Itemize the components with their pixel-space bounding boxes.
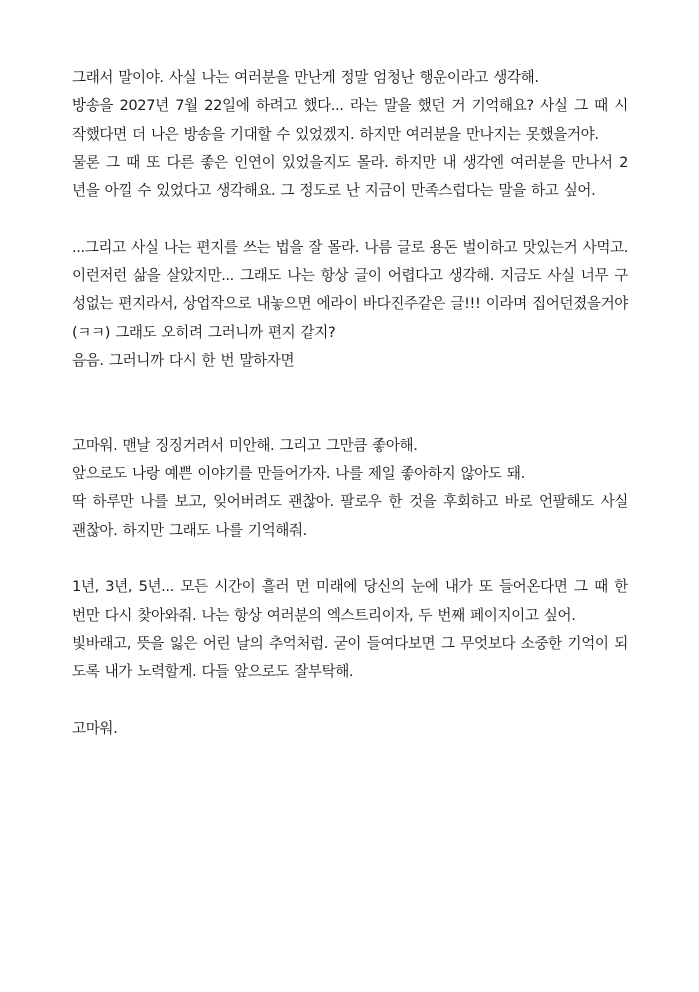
- text-line: 음음. 그러니까 다시 한 번 말하자면: [72, 351, 295, 369]
- paragraph-4: [72, 573, 628, 686]
- text-line: 고마워. 맨날 징징거려서 미안해. 그리고 그만큼 좋아해.: [72, 436, 418, 454]
- paragraph-gap: [72, 375, 628, 403]
- text-line: 번만 다시 찾아와줘. 나는 항상 여러분의 엑스트리이자, 두 번째 페이지이고 싶어.: [72, 606, 576, 624]
- letter-body: [72, 64, 628, 743]
- text-line: 이런저런 삶을 살았지만... 그래도 나는 항상 글이 어렵다고 생각해. 지금도 사실 너무 구: [72, 267, 628, 285]
- text-line: 년을 아낄 수 있었다고 생각해요. 그 정도로 난 지금이 만족스럽다는 말을 하고 싶어.: [72, 182, 596, 200]
- paragraph-gap: [72, 205, 628, 233]
- paragraph-gap: [72, 545, 628, 573]
- text-line: 빛바래고, 뜻을 잃은 어린 날의 추억처럼. 굳이 들여다보면 그 무엇보다 소중한 기억이 되: [72, 634, 628, 652]
- text-line: 딱 하루만 나를 보고, 잊어버려도 괜찮아. 팔로우 한 것을 후회하고 바로 언팔해도 사실: [72, 493, 628, 511]
- paragraph-1: [72, 64, 628, 205]
- text-line: (ㅋㅋ) 그래도 오히려 그러니까 편지 같지?: [72, 323, 336, 341]
- text-line: 물론 그 때 또 다른 좋은 인연이 있었을지도 몰라. 하지만 내 생각엔 여러분을 만나서 2: [72, 153, 628, 171]
- paragraph-gap: [72, 687, 628, 715]
- closing-line: 고마워.: [72, 719, 118, 737]
- paragraph-2: [72, 234, 628, 375]
- text-line: 1년, 3년, 5년... 모든 시간이 흘러 먼 미래에 당신의 눈에 내가 또 들어온다면 그 때 한: [72, 578, 628, 596]
- text-line: 작했다면 더 나은 방송을 기대할 수 있었겠지. 하지만 여러분을 만나지는 못했을거야.: [72, 125, 599, 143]
- text-line: ...그리고 사실 나는 편지를 쓰는 법을 잘 몰라. 나름 글로 용돈 벌이하고 맛있는거 사먹고.: [72, 238, 628, 256]
- paragraph-gap: [72, 404, 628, 432]
- text-line: 성없는 편지라서, 상업작으로 내놓으면 에라이 바다진주같은 글!!! 이라며 집어던졌을거야: [72, 295, 628, 313]
- closing-paragraph: [72, 715, 628, 743]
- text-line: 앞으로도 나랑 예쁜 이야기를 만들어가자. 나를 제일 좋아하지 않아도 돼.: [72, 465, 525, 483]
- text-line: 그래서 말이야. 사실 나는 여러분을 만난게 정말 엄청난 행운이라고 생각해.: [72, 69, 539, 86]
- paragraph-3: [72, 432, 628, 545]
- text-line: 도록 내가 노력할게. 다들 앞으로도 잘부탁해.: [72, 663, 354, 681]
- text-line: 방송을 2027년 7월 22일에 하려고 했다... 라는 말을 했던 거 기억해요? 사실 그 때 시: [72, 97, 628, 115]
- text-line: 괜찮아. 하지만 그래도 나를 기억해줘.: [72, 521, 307, 539]
